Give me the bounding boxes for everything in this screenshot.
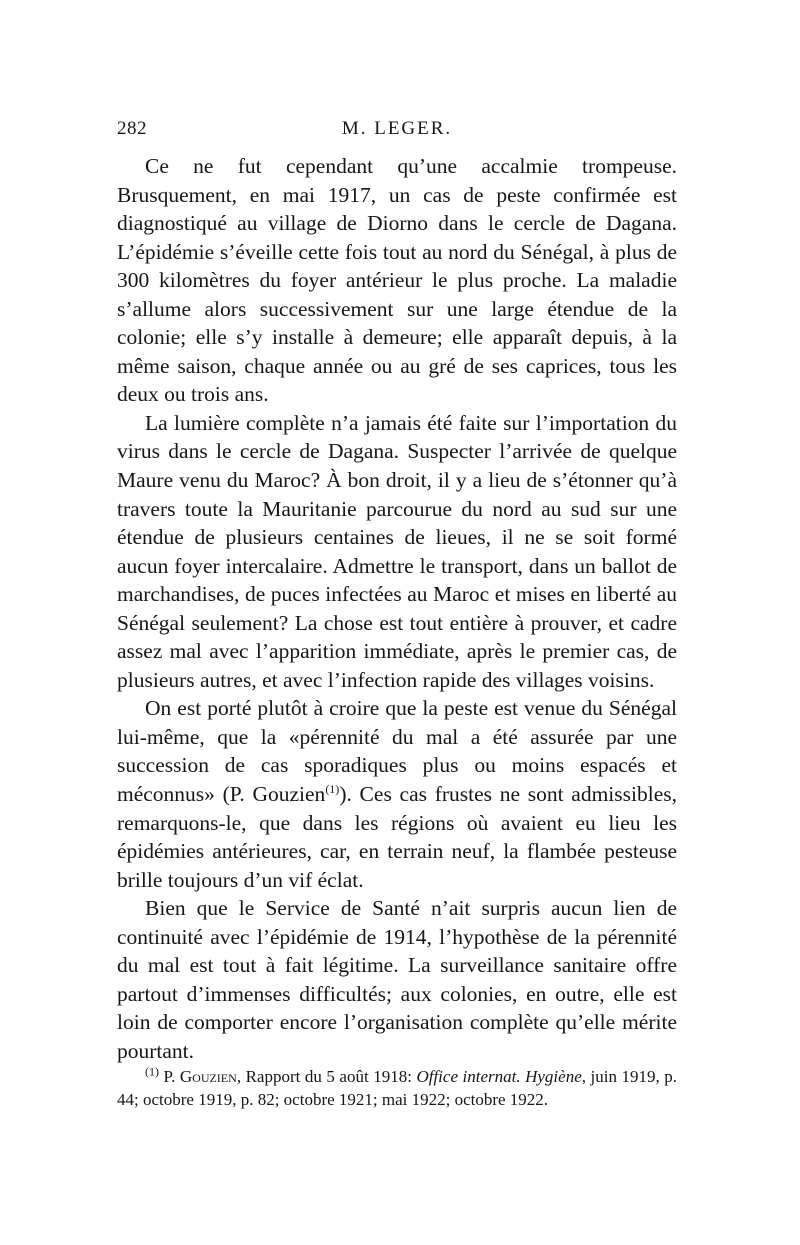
footnote [117, 1065, 677, 1111]
body-text [117, 152, 677, 1066]
paragraph-3 [117, 694, 677, 894]
page-number: 282 [117, 118, 147, 139]
paragraph-1: Ce ne fut cependant qu’une accalmie trompeuse. Brusquement, en mai 1917, un cas de peste confirmée est diagnostiqué au village de Diorno dans le cercle de Dagana. L’épidémie s’éveille cette fois tout au nord du Sénégal, à plus de 300 kilomètres du foyer antérieur le plus proche. La maladie s’allume alors successivement sur une large étendue de la colonie; elle s’y installe à demeure; elle apparaît depuis, à la même saison, chaque année ou au gré de ses caprices, tous les deux ou trois ans. [117, 154, 677, 407]
footnote-journal-title: Office internat. Hygiène [416, 1067, 582, 1086]
footnote-text-start: , Rapport du 5 août 1918: [236, 1067, 417, 1086]
footnote-author: P. Gouzien [163, 1067, 237, 1086]
paragraph-2: La lumière complète n’a jamais été faite sur l’importation du virus dans le cercle de Dagana. Suspecter l’arrivée de quelque Maure venu du Maroc? À bon droit, il y a lieu de s’étonner qu’à travers toute la Mauritanie parcourue du nord au sud sur une étendue de plusieurs centaines de lieues, il ne se soit formé aucun foyer intercalaire. Admettre le transport, dans un ballot de marchandises, de puces infectées au Maroc et mises en liberté au Sénégal seulement? La chose est tout entière à prouver, et cadre assez mal avec l’apparition immédiate, après le premier cas, de plusieurs autres, et avec l’infection rapide des villages voisins. [117, 410, 677, 692]
running-head [117, 118, 677, 148]
footnote-text-end: , juin 1919, p. 44; octobre 1919, p. 82; octobre 1921; mai 1922; octobre 1922. [117, 1067, 678, 1109]
footnote-reference: (1) [325, 781, 340, 796]
paragraph-4: Bien que le Service de Santé n’ait surpris aucun lien de continuité avec l’épidémie de 1914, l’hypothèse de la pérennité du mal est tout à fait légitime. La surveillance sanitaire offre partout d’immenses difficultés; aux colonies, en outre, elle est loin de comporter encore l’organisation complète qu’elle mérite pourtant. [117, 896, 677, 1063]
paragraph-3-text-start: On est porté plutôt à croire que la peste est venue du Sénégal lui-même, que la «pérennité du mal a été assurée par une succession de cas sporadiques plus ou moins espacés et méconnus» (P. Gouzien [117, 696, 677, 807]
header-author: M. LEGER. [341, 118, 453, 139]
footnote-marker: (1) [145, 1064, 159, 1079]
paragraph-3-text-end: ). Ces cas frustes ne sont admissibles, remarquons-le, que dans les régions où avaient eu lieu les épidémies antérieures, car, en terrain neuf, la flambée pesteuse brille toujours d’un vif éclat. [117, 782, 677, 892]
